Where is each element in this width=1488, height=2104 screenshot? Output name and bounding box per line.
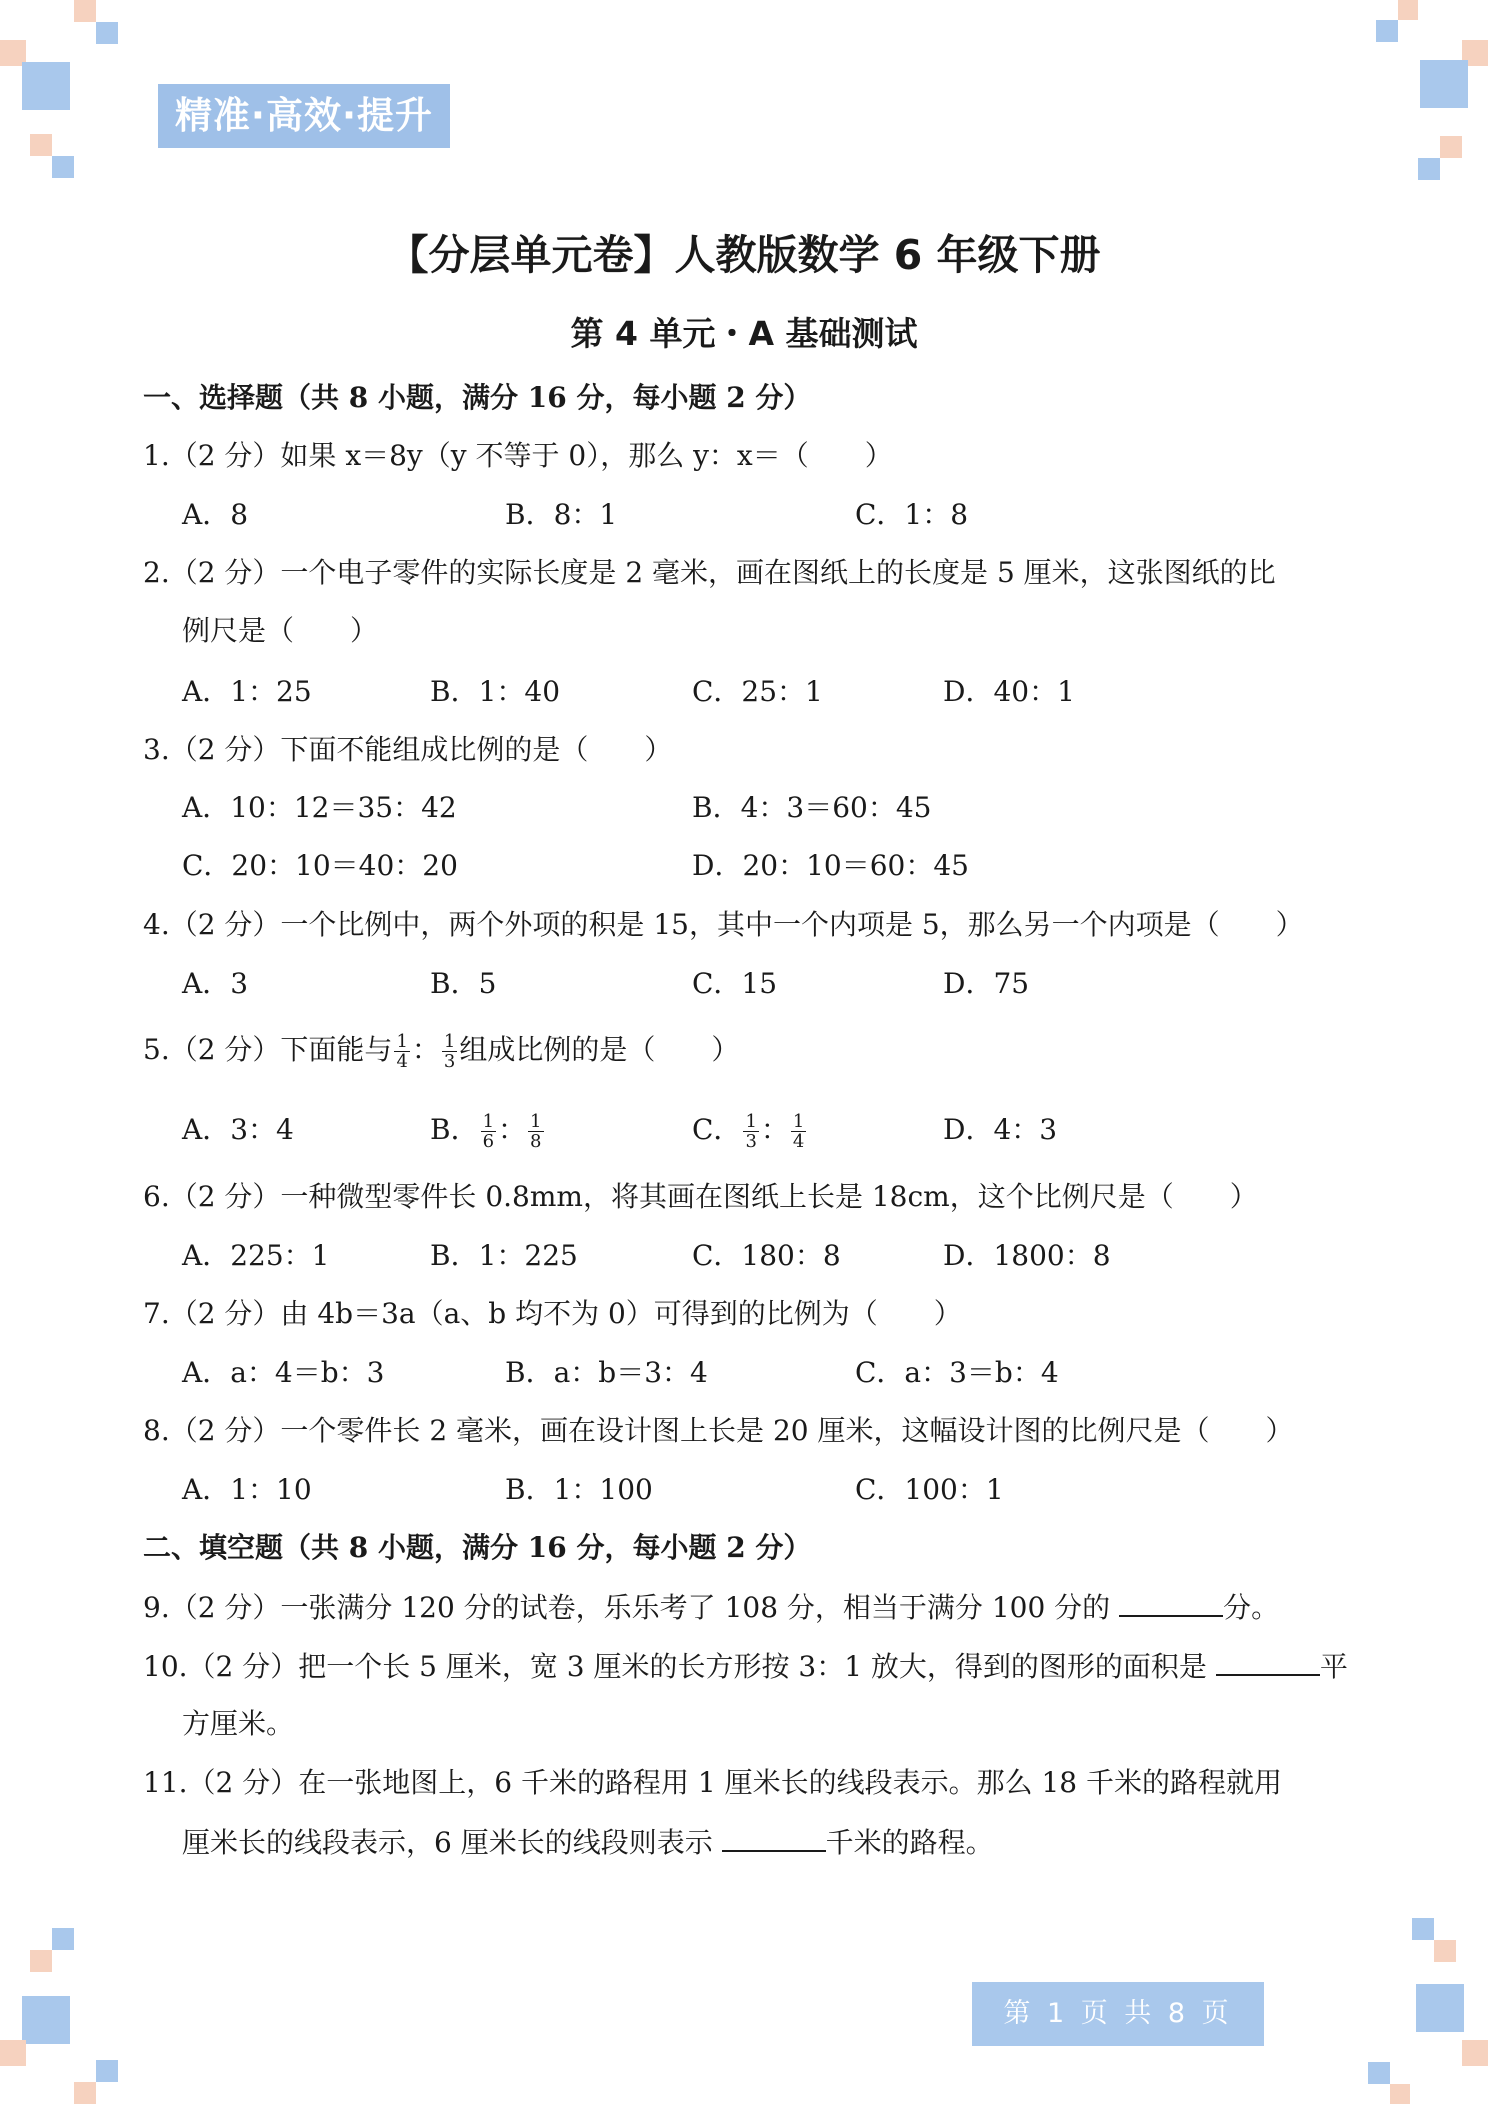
corner-decoration [52,1928,74,1950]
question-10-line2: 方厘米。 [182,1707,295,1740]
question-7: 7.（2 分）由 4b＝3a（a、b 均不为 0）可得到的比例为（ ） [143,1297,962,1330]
q2-option-b: B．1：40 [430,675,561,708]
fraction: $\frac{1}{4}$ [792,1111,805,1152]
question-2-line1: 2.（2 分）一个电子零件的实际长度是 2 毫米，画在图纸上的长度是 5 厘米，这张图纸的比 [143,556,1276,589]
q5-option-a: A．3：4 [182,1113,294,1146]
q6-option-a: A．225：1 [182,1239,330,1272]
question-1: 1.（2 分）如果 x＝8y（y 不等于 0），那么 y：x＝（ ） [143,439,893,472]
question-9: 9.（2 分）一张满分 120 分的试卷，乐乐考了 108 分，相当于满分 100 分的 分。 [143,1587,1279,1628]
corner-decoration [1412,1918,1434,1940]
q3-option-d: D．20：10＝60：45 [692,849,969,882]
section-heading-choice: 一、选择题（共 8 小题，满分 16 分，每小题 2 分） [143,381,812,414]
q5-suffix: 组成比例的是（ ） [459,1033,740,1066]
corner-decoration [30,1950,52,1972]
corner-decoration [22,62,70,110]
fraction: $\frac{1}{8}$ [530,1111,542,1152]
q5-prefix: 5.（2 分）下面能与 [143,1033,393,1066]
q6-option-c: C．180：8 [692,1239,841,1272]
fraction: $\frac{1}{4}$ [396,1031,408,1072]
q4-option-b: B．5 [430,967,497,1000]
q8-option-c: C．100：1 [855,1473,1004,1506]
q2-option-c: C．25：1 [692,675,823,708]
corner-decoration [1390,2084,1410,2104]
q3-option-b: B．4：3＝60：45 [692,791,932,824]
section-heading-fill: 二、填空题（共 8 小题，满分 16 分，每小题 2 分） [143,1531,812,1564]
question-10-line1: 10.（2 分）把一个长 5 厘米，宽 3 厘米的长方形按 3：1 放大，得到的图形的面积是 平 [143,1646,1348,1687]
q1-option-b: B．8：1 [505,498,618,531]
question-11-line2: 厘米长的线段表示，6 厘米长的线段则表示 千米的路程。 [182,1822,994,1863]
corner-decoration [22,1996,70,2044]
corner-decoration [1434,1940,1456,1962]
q1-option-a: A．8 [182,498,249,531]
question-11-line1: 11.（2 分）在一张地图上，6 千米的路程用 1 厘米长的线段表示。那么 18 千米的路程就用 [143,1766,1283,1799]
question-8: 8.（2 分）一个零件长 2 毫米，画在设计图上长是 20 厘米，这幅设计图的比例尺是（ ） [143,1414,1294,1447]
fraction: $\frac{1}{6}$ [482,1111,495,1152]
q4-option-a: A．3 [182,967,249,1000]
question-3: 3.（2 分）下面不能组成比例的是（ ） [143,733,673,766]
question-4: 4.（2 分）一个比例中，两个外项的积是 15，其中一个内项是 5，那么另一个内项是（ ） [143,908,1304,941]
q3-option-a: A．10：12＝35：42 [182,791,457,824]
q4-option-c: C．15 [692,967,778,1000]
question-2-line2: 例尺是（ ） [182,614,379,647]
page-subtitle: 第 4 单元・A 基础测试 [570,314,918,353]
answer-blank[interactable] [1119,1587,1223,1617]
answer-blank[interactable] [722,1822,826,1852]
corner-decoration [0,2040,26,2066]
corner-decoration [74,2082,96,2104]
q7-option-b: B．a：b＝3：4 [505,1356,708,1389]
corner-decoration [1440,136,1462,158]
q6-option-b: B．1：225 [430,1239,578,1272]
page-title: 【分层单元卷】人教版数学 6 年级下册 [387,231,1101,279]
q2-option-a: A．1：25 [182,675,312,708]
q8-option-a: A．1：10 [182,1473,312,1506]
q3-option-c: C．20：10＝40：20 [182,849,458,882]
q5-option-b: B． $\frac{1}{6}$ ： $\frac{1}{8}$ [430,1111,542,1152]
brand-banner: 精准·高效·提升 [158,84,450,148]
corner-decoration [96,2060,118,2082]
corner-decoration [96,22,118,44]
corner-decoration [1376,20,1398,42]
corner-decoration [1398,0,1418,20]
corner-decoration [1420,60,1468,108]
corner-decoration [1418,158,1440,180]
q5-option-c: C． $\frac{1}{3}$ ： $\frac{1}{4}$ [692,1111,805,1152]
corner-decoration [52,156,74,178]
q8-option-b: B．1：100 [505,1473,653,1506]
q7-option-a: A．a：4＝b：3 [182,1356,385,1389]
question-6: 6.（2 分）一种微型零件长 0.8mm，将其画在图纸上长是 18cm，这个比例尺是（ ） [143,1180,1258,1213]
q1-option-c: C．1：8 [855,498,969,531]
corner-decoration [1462,2040,1488,2066]
corner-decoration [1416,1984,1464,2032]
corner-decoration [1368,2062,1390,2084]
q6-option-d: D．1800：8 [943,1239,1111,1272]
q5-option-d: D．4：3 [943,1113,1058,1146]
page-number-badge: 第 1 页 共 8 页 [972,1982,1264,2046]
q4-option-d: D．75 [943,967,1030,1000]
question-5: 5.（2 分）下面能与 $\frac{1}{4}$ ： $\frac{1}{3}$ 组成比例的是（ ） [143,1031,740,1072]
fraction: $\frac{1}{3}$ [443,1031,456,1072]
q2-option-d: D．40：1 [943,675,1075,708]
corner-decoration [30,134,52,156]
fraction: $\frac{1}{3}$ [745,1111,757,1152]
answer-blank[interactable] [1216,1646,1320,1676]
q7-option-c: C．a：3＝b：4 [855,1356,1059,1389]
corner-decoration [74,0,96,22]
